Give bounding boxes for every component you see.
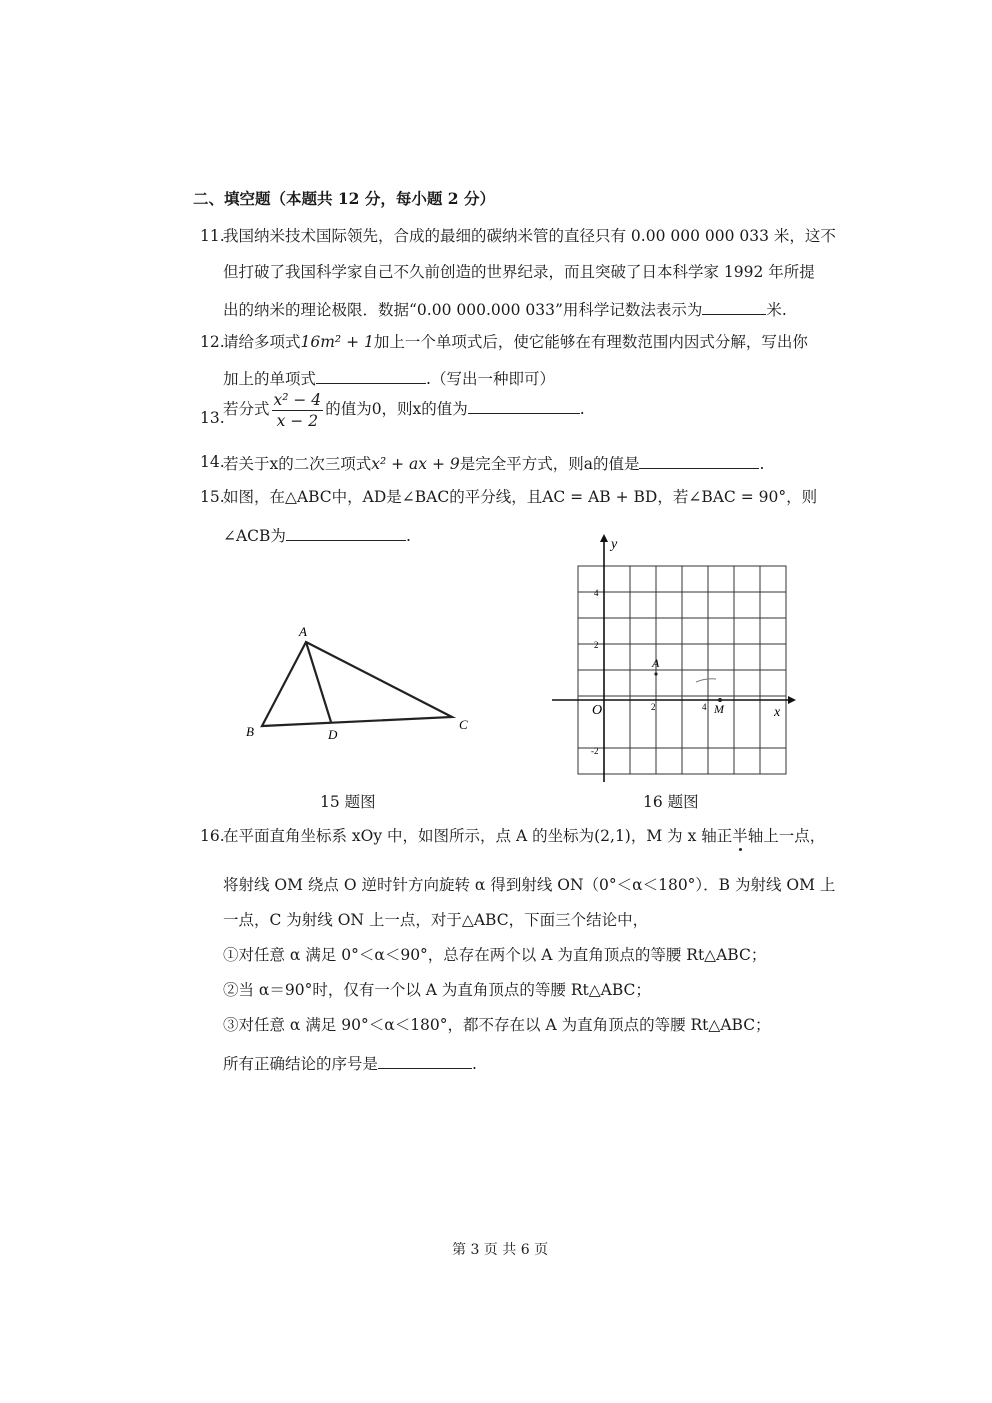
- statement-3: ③对任意 α 满足 90°＜α＜180°，都不存在以 A 为直角顶点的等腰 Rt△ABC；: [223, 1016, 771, 1034]
- question-text-part: 在平面直角坐标系 xOy 中，如图所示，点 A 的坐标为: [223, 827, 595, 845]
- question-text: [223, 332, 808, 352]
- question-text: 如图，在△ABC中，AD是∠BAC的平分线，且AC = AB + BD，若∠BAC = 90°，则: [223, 488, 818, 506]
- answer-blank[interactable]: [378, 1052, 472, 1069]
- question-text-part: ，M 为 x 轴: [630, 827, 717, 845]
- question-text: [223, 524, 411, 546]
- answer-blank[interactable]: [702, 298, 766, 315]
- label-d: D: [328, 727, 338, 742]
- label-x-axis: x: [774, 705, 781, 720]
- triangle-abc: [262, 642, 452, 726]
- answer-blank[interactable]: [639, 452, 759, 469]
- page-number: 第 3 页 共 6 页: [452, 1242, 549, 1258]
- question-text: 但打破了我国科学家自己不久前创造的世界纪录，而且突破了日本科学家 1992 年所提: [223, 263, 815, 281]
- fraction-numerator: x² − 4: [273, 390, 322, 409]
- question-text-part: ∠ACB为: [223, 527, 286, 545]
- question-text: [223, 452, 764, 474]
- question-text-part: 若关于x的二次三项式: [223, 455, 372, 473]
- question-number: 12.: [200, 333, 225, 351]
- question-text-part: 出的纳米的理论极限．数据“0.00 000.000 033”用科学记数法表示为: [223, 301, 703, 319]
- tick-y-4: 4: [594, 588, 599, 598]
- figure-15-caption: 15 题图: [320, 793, 376, 811]
- question-text: 将射线 OM 绕点 O 逆时针方向旋转 α 得到射线 ON（0°＜α＜180°）．B 为射线 OM 上: [223, 876, 836, 894]
- x-axis-arrow: [788, 696, 796, 704]
- question-text-part: 的值为0，则x的值为: [325, 400, 468, 418]
- question-text-part: 所有正确结论的序号是: [223, 1055, 379, 1073]
- tick-x-4: 4: [702, 702, 707, 712]
- answer-blank[interactable]: [286, 524, 406, 541]
- grid-lines: [578, 566, 786, 774]
- question-text: [223, 1052, 477, 1074]
- coordinate: (2,1): [594, 827, 631, 845]
- label-y-axis: y: [611, 537, 618, 552]
- statement-2: ②当 α＝90°时，仅有一个以 A 为直角顶点的等腰 Rt△ABC；: [223, 981, 651, 999]
- answer-blank[interactable]: [316, 367, 426, 384]
- figure-15-triangle: [230, 612, 490, 752]
- question-text-part: .: [759, 455, 765, 473]
- fraction: [272, 390, 324, 431]
- label-b: B: [246, 724, 254, 739]
- question-text: [223, 389, 585, 431]
- figure-16-grid: [548, 532, 798, 782]
- question-text-part: 上一点，: [763, 827, 826, 845]
- tick-x-2: 2: [651, 702, 656, 712]
- question-number: 13.: [200, 409, 225, 427]
- pencil-mark: [696, 679, 716, 682]
- question-text-part: 加上一个单项式后，使它能够在有理数范围内因式分解，写出你: [373, 333, 808, 351]
- question-text: 一点，C 为射线 ON 上一点，对于△ABC，下面三个结论中，: [223, 911, 649, 929]
- tick-y-neg2: -2: [591, 746, 599, 756]
- answer-blank[interactable]: [468, 397, 580, 414]
- question-text-part: .: [472, 1055, 477, 1073]
- question-text-part: 加上的单项式: [223, 370, 317, 388]
- question-text-part: 米.: [766, 301, 787, 319]
- question-number: 14.: [200, 453, 225, 471]
- question-text: 我国纳米技术国际领先，合成的最细的碳纳米管的直径只有 0.00 000 000 033 米，这不: [223, 227, 836, 245]
- question-text-part: 是完全平方式，则a的值是: [459, 455, 640, 473]
- question-text-part: 若分式: [223, 400, 270, 418]
- label-point-a: A: [652, 656, 660, 670]
- fraction-denominator: x − 2: [276, 411, 319, 430]
- label-a: A: [299, 624, 307, 639]
- tick-y-2: 2: [594, 640, 599, 650]
- question-text-part: .: [405, 527, 411, 545]
- emphasis-text: 正半轴: [716, 827, 764, 845]
- figure-16-caption: 16 题图: [643, 793, 699, 811]
- y-axis-arrow: [600, 534, 608, 542]
- question-text: [223, 367, 555, 389]
- question-number: 16.: [200, 827, 225, 845]
- question-text-part: .: [579, 400, 585, 418]
- label-c: C: [459, 717, 468, 732]
- question-number: 11.: [200, 227, 225, 245]
- math-expression: x² + ax + 9: [371, 455, 460, 473]
- section-title: 二、填空题（本题共 12 分，每小题 2 分）: [193, 189, 495, 208]
- label-point-m: M: [714, 702, 724, 716]
- question-text: [223, 298, 787, 320]
- label-origin: O: [592, 703, 603, 718]
- math-expression: 16m² + 1: [300, 333, 374, 351]
- question-text-part: .（写出一种即可）: [426, 370, 555, 388]
- question-text: [223, 826, 825, 846]
- question-text-part: 请给多项式: [223, 333, 301, 351]
- point-a: [654, 672, 657, 675]
- statement-1: ①对任意 α 满足 0°＜α＜90°，总存在两个以 A 为直角顶点的等腰 Rt△ABC；: [223, 946, 767, 964]
- question-number: 15.: [200, 488, 225, 506]
